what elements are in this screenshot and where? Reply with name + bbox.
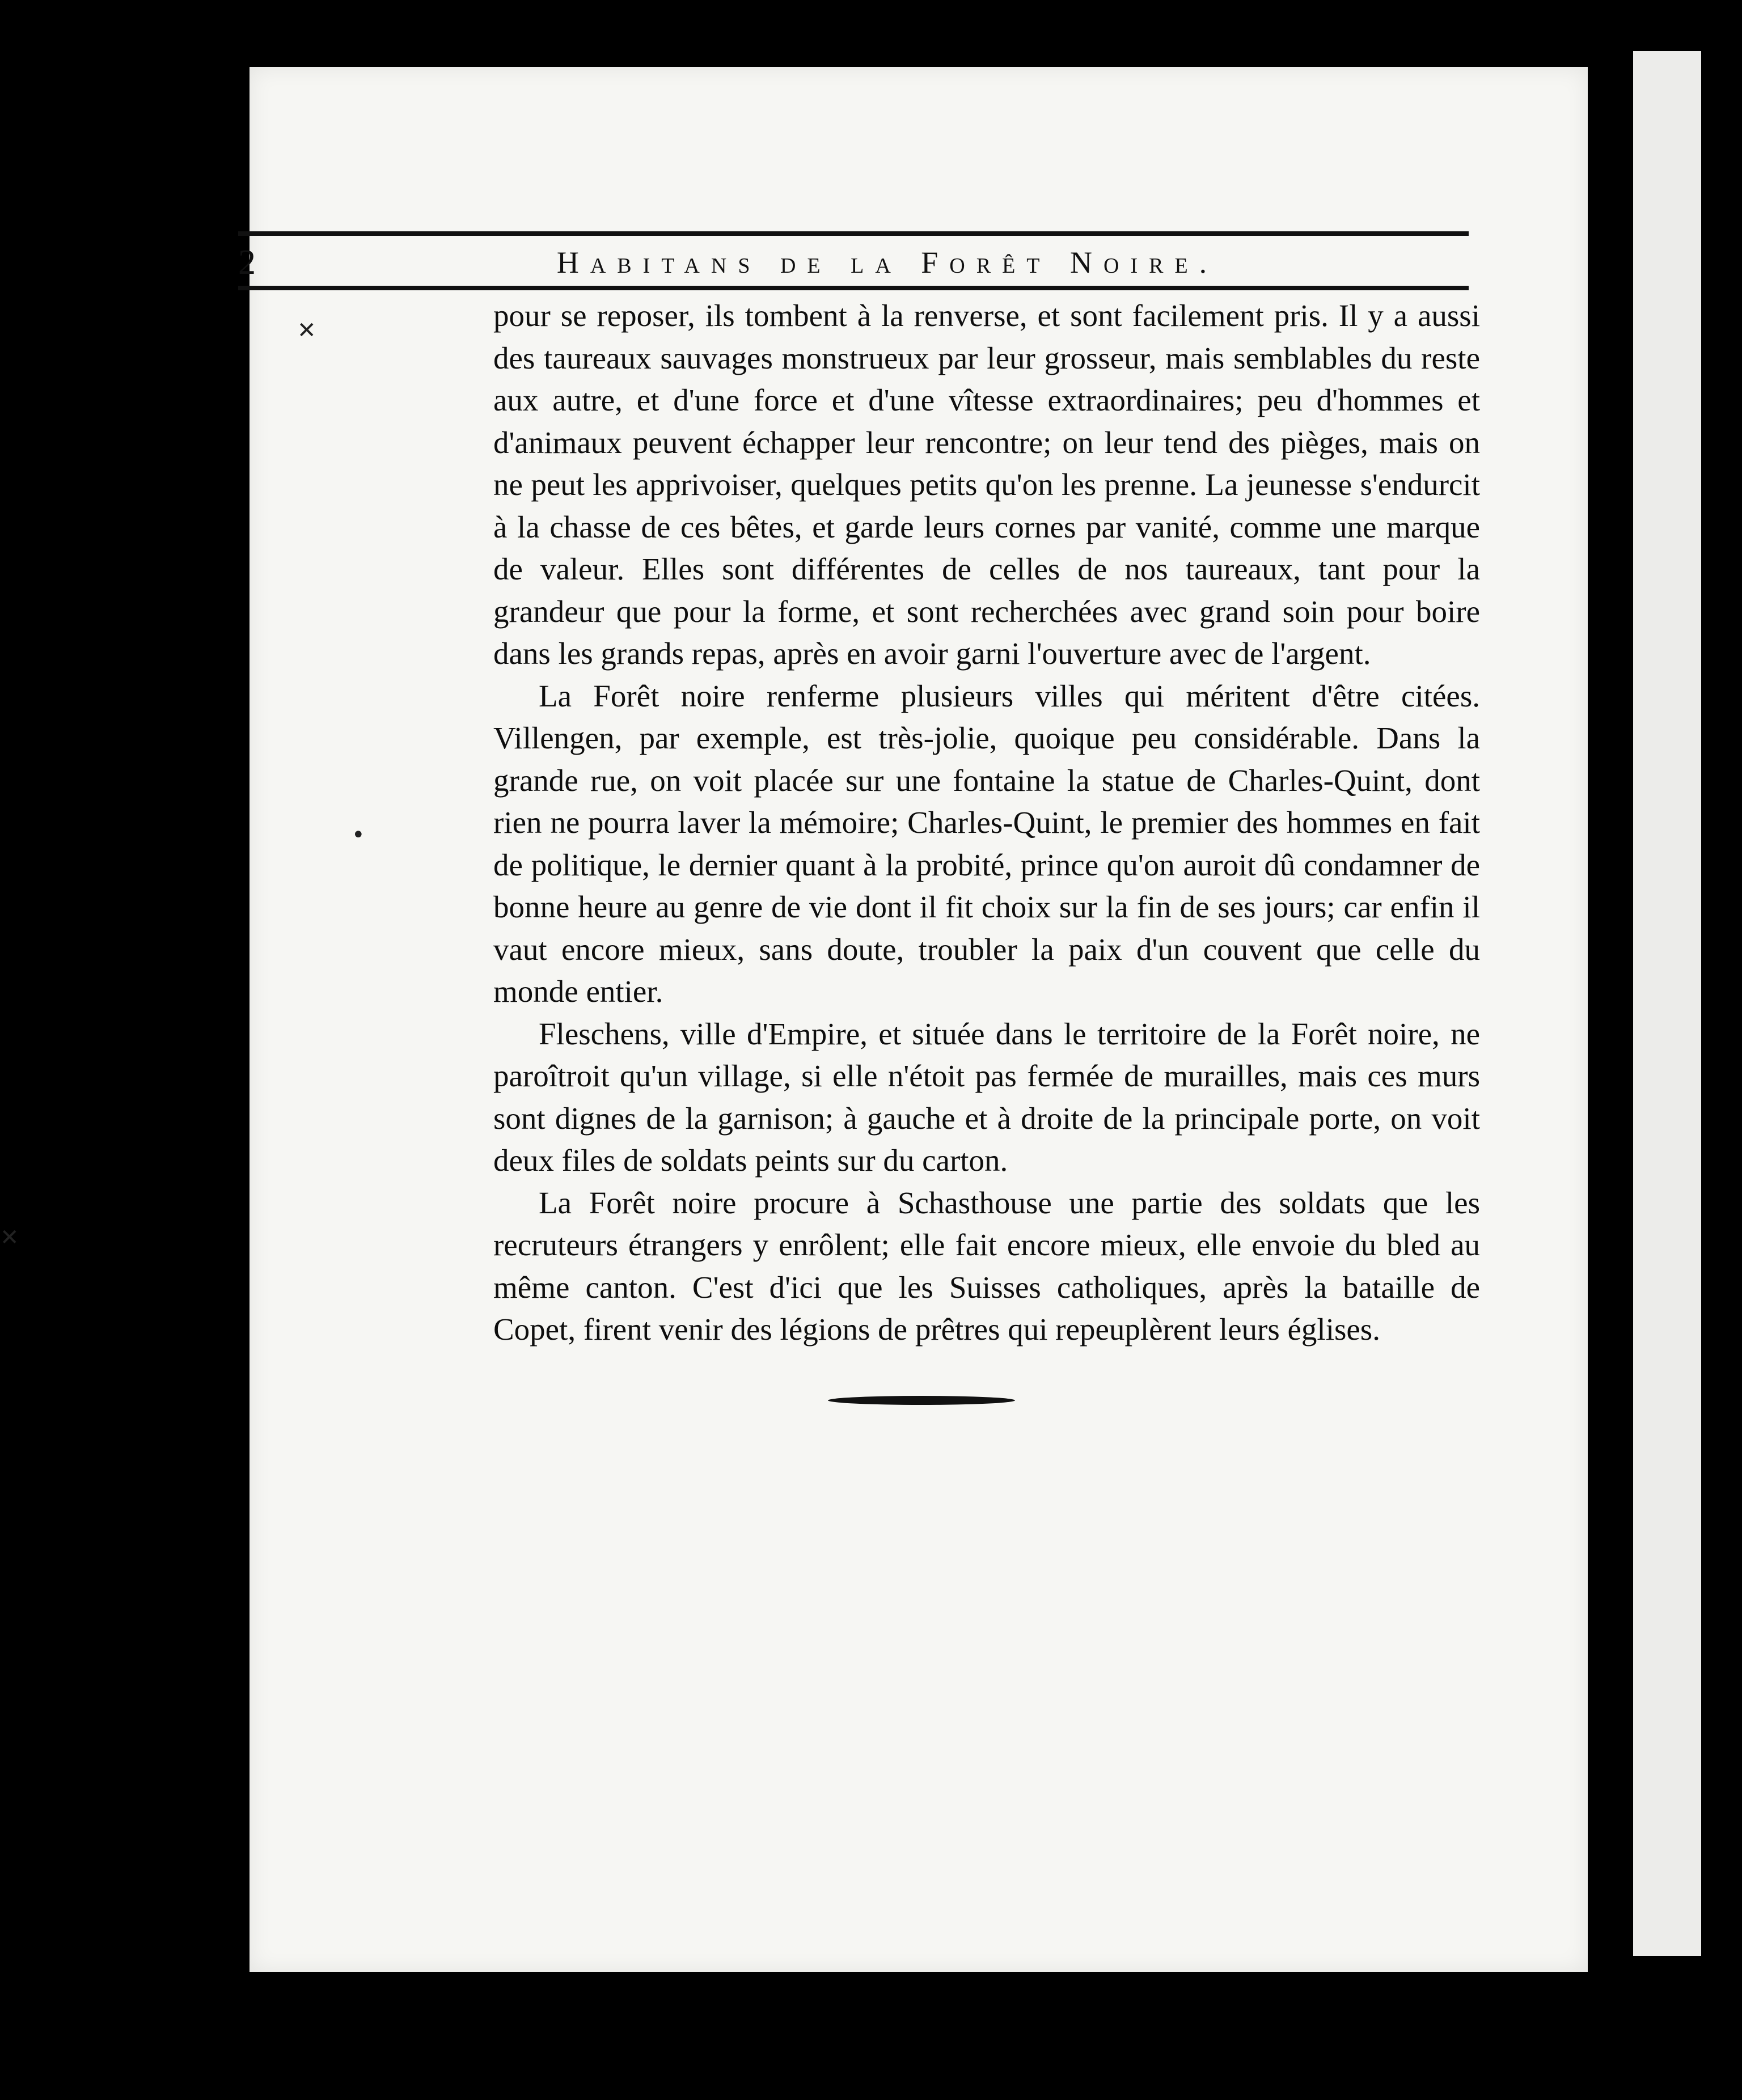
facing-page-edge: [1633, 51, 1701, 1956]
margin-mark: •: [352, 822, 365, 848]
page-header: [238, 152, 1469, 282]
running-head: [238, 243, 1469, 282]
margin-mark: ✕: [297, 317, 316, 344]
paragraph-3: Fleschens, ville d'Empire, et située dans le territoire de la Forêt noire, ne paroîtroit qu'un village, si elle n'étoit pas fermée de murailles, mais ces murs sont dignes de la garnison; à gauche et à droite de la principale porte, on voit deux files de soldats peints sur du carton.: [493, 1016, 1480, 1178]
header-rule-top: [238, 231, 1469, 236]
header-rule-bottom: [238, 286, 1469, 290]
paragraph-4: La Forêt noire procure à Schasthouse une partie des soldats que les recruteurs étrangers y enrôlent; elle fait encore mieux, elle envoie du bled au même canton. C'est d'ici que les Suisses catholiques, après la bataille de Copet, firent venir des légions de prêtres qui repeuplèrent leurs églises.: [493, 1185, 1480, 1347]
running-title: Habitans de la Forêt Noire.: [556, 245, 1219, 280]
body-text: [493, 295, 1480, 1351]
page-number: 2: [238, 243, 257, 282]
paragraph-2: La Forêt noire renferme plusieurs villes qui méritent d'être citées. Villengen, par exemple, est très-jolie, quoique peu considérable. Dans la grande rue, on voit placée sur une fontaine la statue de Charles-Quint, dont rien ne pourra laver la mémoire; Charles-Quint, le premier des hommes en fait de politique, le dernier quant à la probité, prince qu'on auroit dû condamner de bonne heure au genre de vie dont il fit choix sur la fin de ses jours; car enfin il vaut encore mieux, sans doute, troubler la paix d'un couvent que celle du monde entier.: [493, 678, 1480, 1009]
paragraph-1: pour se reposer, ils tombent à la renverse, et sont facilement pris. Il y a aussi des taureaux sauvages monstrueux par leur grosseur, mais semblables du reste aux autre, et d'une force et d'une vîtesse extraordinaires; peu d'hommes et d'animaux peuvent échapper leur rencontre; on leur tend des pièges, mais on ne peut les apprivoiser, quelques petits qu'on les prenne. La jeunesse s'endurcit à la chasse de ces bêtes, et garde leurs cornes par vanité, comme une marque de valeur. Elles sont différentes de celles de nos taureaux, tant pour la grandeur que pour la forme, et sont recherchées avec grand soin pour boire dans les grands repas, après en avoir garni l'ouverture avec de l'argent.: [493, 298, 1480, 671]
section-end-rule: [828, 1396, 1015, 1405]
margin-mark: ✕: [0, 1225, 19, 1251]
